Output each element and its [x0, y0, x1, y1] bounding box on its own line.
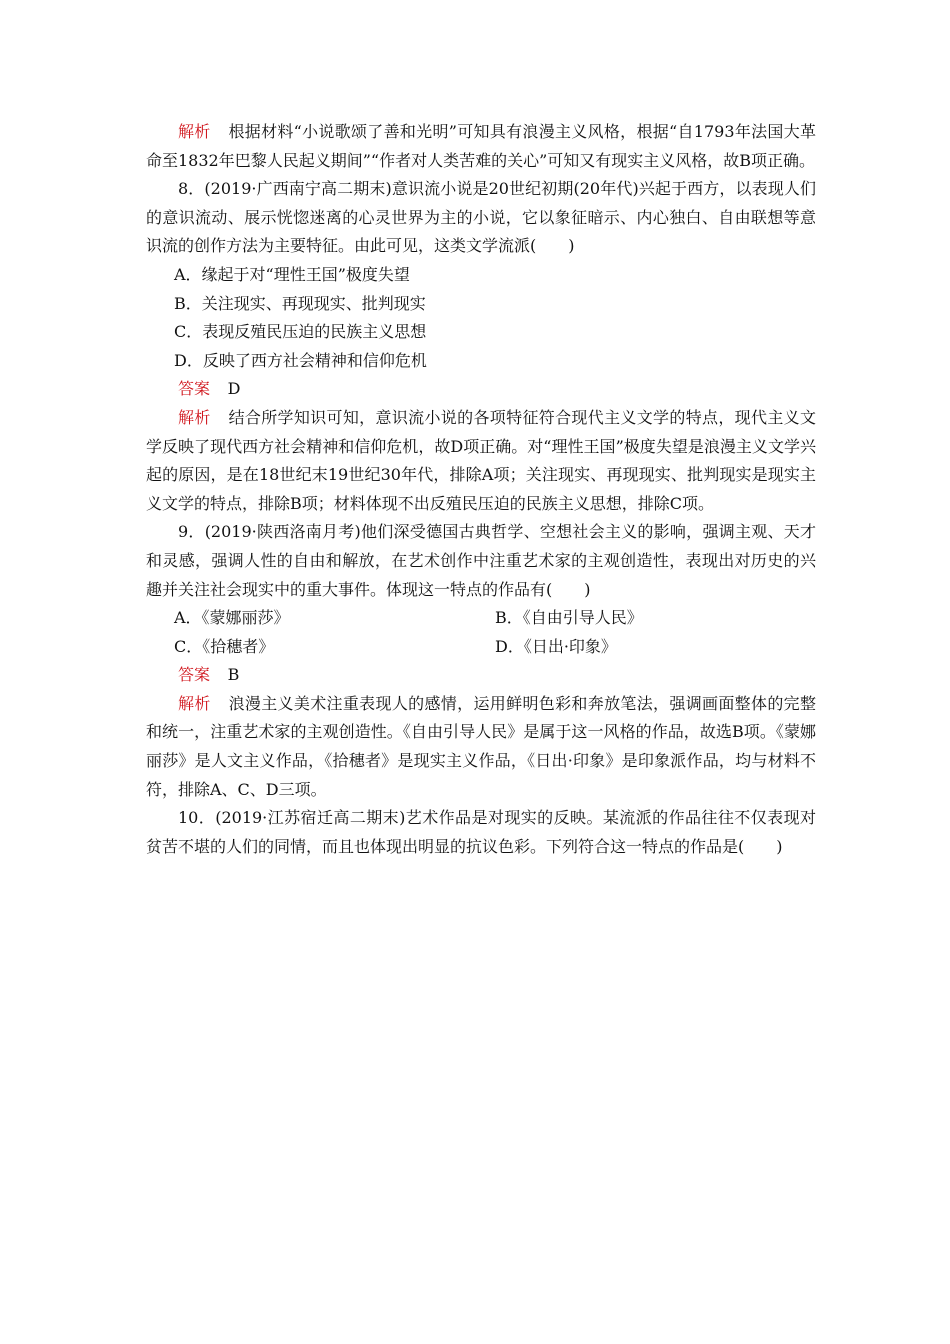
question-9-analysis — [146, 690, 816, 804]
answer-label: 答案 — [178, 665, 211, 685]
question-8-option-b: B．关注现实、再现现实、批判现实 — [174, 293, 426, 313]
analysis-label: 解析 — [178, 407, 211, 427]
question-9-answer — [146, 661, 816, 690]
question-8-option-c: C．表现反殖民压迫的民族主义思想 — [174, 322, 427, 342]
question-8-analysis — [146, 404, 816, 518]
question-9-option-c: C．《拾穗者》 — [174, 636, 275, 656]
question-8-answer — [146, 375, 816, 404]
question-8-option-d: D．反映了西方社会精神和信仰危机 — [174, 350, 427, 370]
analysis-text: 结合所学知识可知，意识流小说的各项特征符合现代主义文学的特点，现代主义文学反映了现代西方社会精神和信仰危机，故D项正确。对“理性王国”极度失望是浪漫主义文学兴起的原因，是在18世纪末19世纪30年代，排除A项；关注现实、再现现实、批判现实是现实主义文学的特点，排除B项；材料体现不出反殖民压迫的民族主义思想，排除C项。 — [146, 407, 816, 513]
analysis-label: 解析 — [178, 693, 211, 713]
analysis-text: 根据材料“小说歌颂了善和光明”可知具有浪漫主义风格，根据“自1793年法国大革命至1832年巴黎人民起义期间”“作者对人类苦难的关心”可知又有现实主义风格，故B项正确。 — [146, 122, 816, 170]
question-8-option-a: A．缘起于对“理性王国”极度失望 — [174, 264, 410, 284]
document-page — [146, 118, 816, 861]
question-9-options-row-2 — [146, 633, 816, 662]
question-9: 9．(2019·陕西洛南月考)他们深受德国古典哲学、空想社会主义的影响，强调主观、天才和灵感，强调人性的自由和解放，在艺术创作中注重艺术家的主观创造性，表现出对历史的兴趣并关注社会现实中的重大事件。体现这一特点的作品有( ) — [146, 522, 816, 599]
question-10: 10．(2019·江苏宿迁高二期末)艺术作品是对现实的反映。某流派的作品往往不仅表现对贫苦不堪的人们的同情，而且也体现出明显的抗议色彩。下列符合这一特点的作品是( ) — [146, 808, 816, 856]
analysis-text: 浪漫主义美术注重表现人的感情，运用鲜明色彩和奔放笔法，强调画面整体的完整和统一，注重艺术家的主观创造性。《自由引导人民》是属于这一风格的作品，故选B项。《蒙娜丽莎》是人文主义作品，《拾穗者》是现实主义作品，《日出·印象》是印象派作品，均与材料不符，排除A、C、D三项。 — [146, 693, 816, 799]
answer-label: 答案 — [178, 379, 211, 399]
question-8: 8．(2019·广西南宁高二期末)意识流小说是20世纪初期(20年代)兴起于西方，以表现人们的意识流动、展示恍惚迷离的心灵世界为主的小说，它以象征暗示、内心独白、自由联想等意识流的创作方法为主要特征。由此可见，这类文学流派( ) — [146, 179, 816, 256]
answer-value: D — [227, 379, 241, 399]
answer-value: B — [227, 665, 240, 685]
question-9-option-d: D．《日出·印象》 — [495, 636, 617, 656]
question-9-options-row-1 — [146, 604, 816, 633]
question-9-option-a: A．《蒙娜丽莎》 — [174, 608, 290, 628]
question-9-option-b: B．《自由引导人民》 — [495, 608, 643, 628]
analysis-label: 解析 — [178, 122, 211, 141]
analysis-paragraph — [146, 118, 816, 175]
